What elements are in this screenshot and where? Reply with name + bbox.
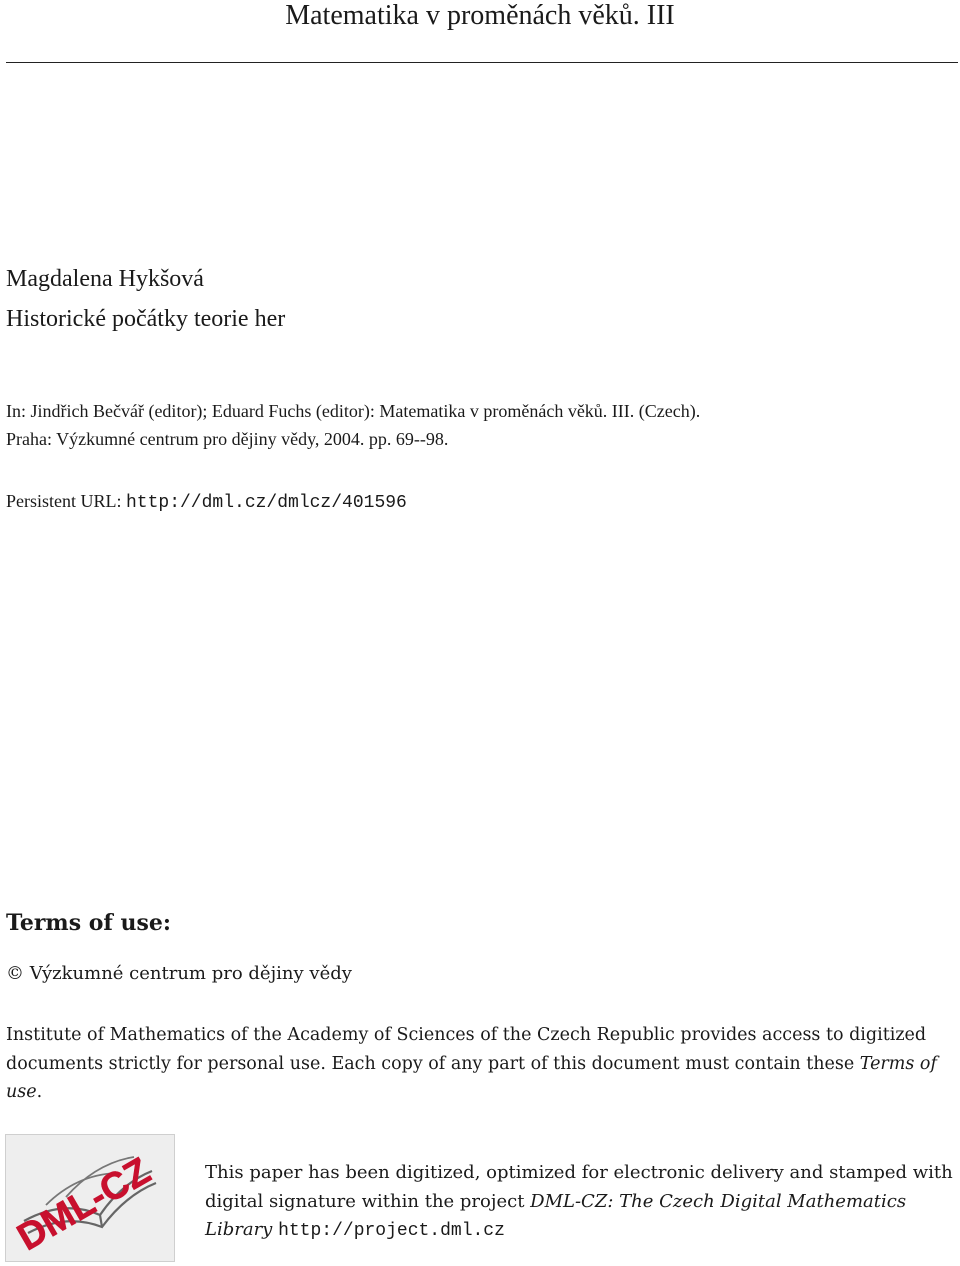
- article-title: Historické počátky teorie her: [6, 306, 286, 332]
- project-url-link[interactable]: http://project.dml.cz: [278, 1221, 505, 1241]
- terms-heading: Terms of use:: [6, 910, 172, 936]
- project-name: DML-CZ: The Czech Digital Mathematics Library: [205, 1190, 907, 1240]
- header-rule: [6, 62, 958, 63]
- citation-line-1: In: Jindřich Bečvář (editor); Eduard Fuchs (editor): Matematika v proměnách věků. III. (Czech).: [6, 401, 701, 421]
- terms-text-main: Institute of Mathematics of the Academy of Sciences of the Czech Republic provides access to digitized documents strictly for personal use. Each copy of any part of this document must contain these: [6, 1025, 927, 1074]
- digitized-text: This paper has been digitized, optimized for electronic delivery and stamped with digital signature within the project: [205, 1162, 953, 1212]
- rights-holder: © Výzkumné centrum pro dějiny vědy: [6, 963, 352, 984]
- article-author: Magdalena Hykšová: [6, 266, 204, 292]
- digitized-notice: [205, 1159, 955, 1246]
- terms-text-end: .: [36, 1082, 43, 1102]
- dml-cz-logo: [5, 1134, 175, 1262]
- terms-text: [6, 1021, 946, 1107]
- persistent-url-link[interactable]: http://dml.cz/dmlcz/401596: [126, 493, 407, 513]
- citation-line-2: Praha: Výzkumné centrum pro dějiny vědy, 2004. pp. 69--98.: [6, 429, 449, 449]
- terms-text-em: Terms of use: [6, 1053, 937, 1102]
- citation: [6, 397, 946, 453]
- persistent-url-label: Persistent URL:: [6, 491, 126, 511]
- persistent-url: [6, 487, 407, 517]
- logo-text: DML-CZ: [10, 1150, 158, 1260]
- dml-cz-logo-icon: [6, 1135, 174, 1261]
- book-title: Matematika v proměnách věků. III: [285, 0, 675, 31]
